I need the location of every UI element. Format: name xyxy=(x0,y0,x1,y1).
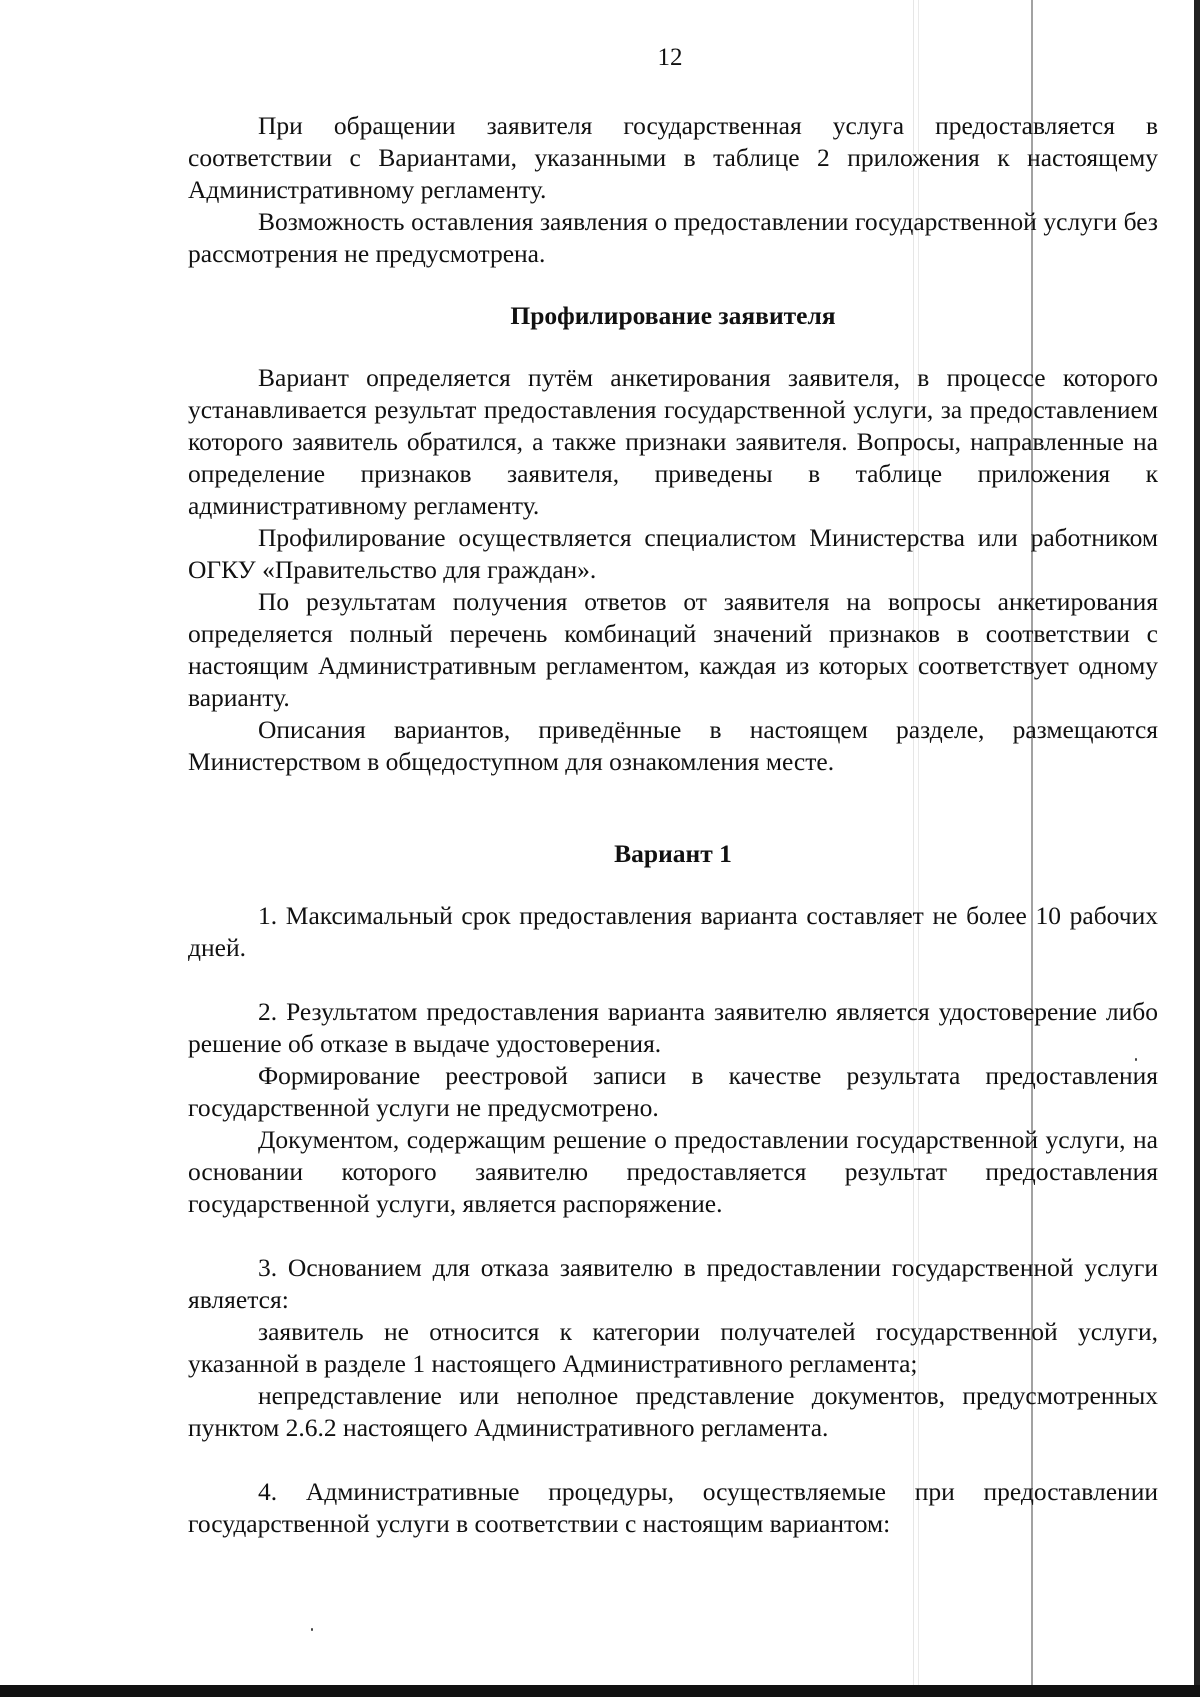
intro-paragraph-2: Возможность оставления заявления о предоставлении государственной услуги без рассмотрения не предусмотрена. xyxy=(188,207,1158,268)
profiling-paragraph-1: Вариант определяется путём анкетирования заявителя, в процессе которого устанавливается результат предоставления государственной услуги, за предоставлением которого заявитель обратился, а также признаки заявителя. Вопросы, направленные на определение признаков заявителя, приведены в таблице приложения к административному регламенту. xyxy=(188,363,1158,520)
profiling-heading: Профилирование заявителя xyxy=(510,301,836,330)
intro-paragraph-1: При обращении заявителя государственная услуга предоставляется в соответствии с Вариантами, указанными в таблице 2 приложения к настоящему Административному регламенту. xyxy=(188,111,1158,204)
variant-1-item-4: 4. Административные процедуры, осуществляемые при предоставлении государственной услуги в соответствии с настоящим вариантом: xyxy=(188,1477,1158,1538)
scan-border-right xyxy=(1194,0,1200,1697)
spacer xyxy=(188,1444,1158,1476)
profiling-paragraph-3: По результатам получения ответов от заявителя на вопросы анкетирования определяется полный перечень комбинаций значений признаков в соответствии с настоящим Административным регламентом, каждая из которых соответствует одному варианту. xyxy=(188,587,1158,712)
variant-1-item-1: 1. Максимальный срок предоставления варианта составляет не более 10 рабочих дней. xyxy=(188,901,1158,962)
scan-border-bottom xyxy=(0,1685,1200,1697)
variant-1-item-3: 3. Основанием для отказа заявителю в предоставлении государственной услуги является: xyxy=(188,1253,1158,1314)
scan-speck xyxy=(1135,1058,1137,1061)
spacer xyxy=(188,964,1158,996)
profiling-paragraph-2: Профилирование осуществляется специалистом Министерства или работником ОГКУ «Правительство для граждан». xyxy=(188,523,1158,584)
scan-speck xyxy=(311,1628,313,1631)
variant-1-item-3-paragraph-2: заявитель не относится к категории получателей государственной услуги, указанной в разделе 1 настоящего Административного регламента; xyxy=(188,1317,1158,1378)
profiling-paragraph-4: Описания вариантов, приведённые в настоящем разделе, размещаются Министерством в общедоступном для ознакомления месте. xyxy=(188,715,1158,776)
variant-1-item-2-paragraph-3: Документом, содержащим решение о предоставлении государственной услуги, на основании которого заявителю предоставляется результат предоставления государственной услуги, является распоряжение. xyxy=(188,1125,1158,1218)
variant-1-item-2-paragraph-2: Формирование реестровой записи в качестве результата предоставления государственной услуги не предусмотрено. xyxy=(188,1061,1158,1122)
page-number: 12 xyxy=(657,44,683,71)
spacer xyxy=(188,1220,1158,1252)
document-body xyxy=(188,110,1158,1540)
variant-1-heading: Вариант 1 xyxy=(614,839,732,868)
variant-1-item-2: 2. Результатом предоставления варианта заявителю является удостоверение либо решение об отказе в выдаче удостоверения. xyxy=(188,997,1158,1058)
variant-1-item-3-paragraph-3: непредставление или неполное представление документов, предусмотренных пунктом 2.6.2 настоящего Административного регламента. xyxy=(188,1381,1158,1442)
